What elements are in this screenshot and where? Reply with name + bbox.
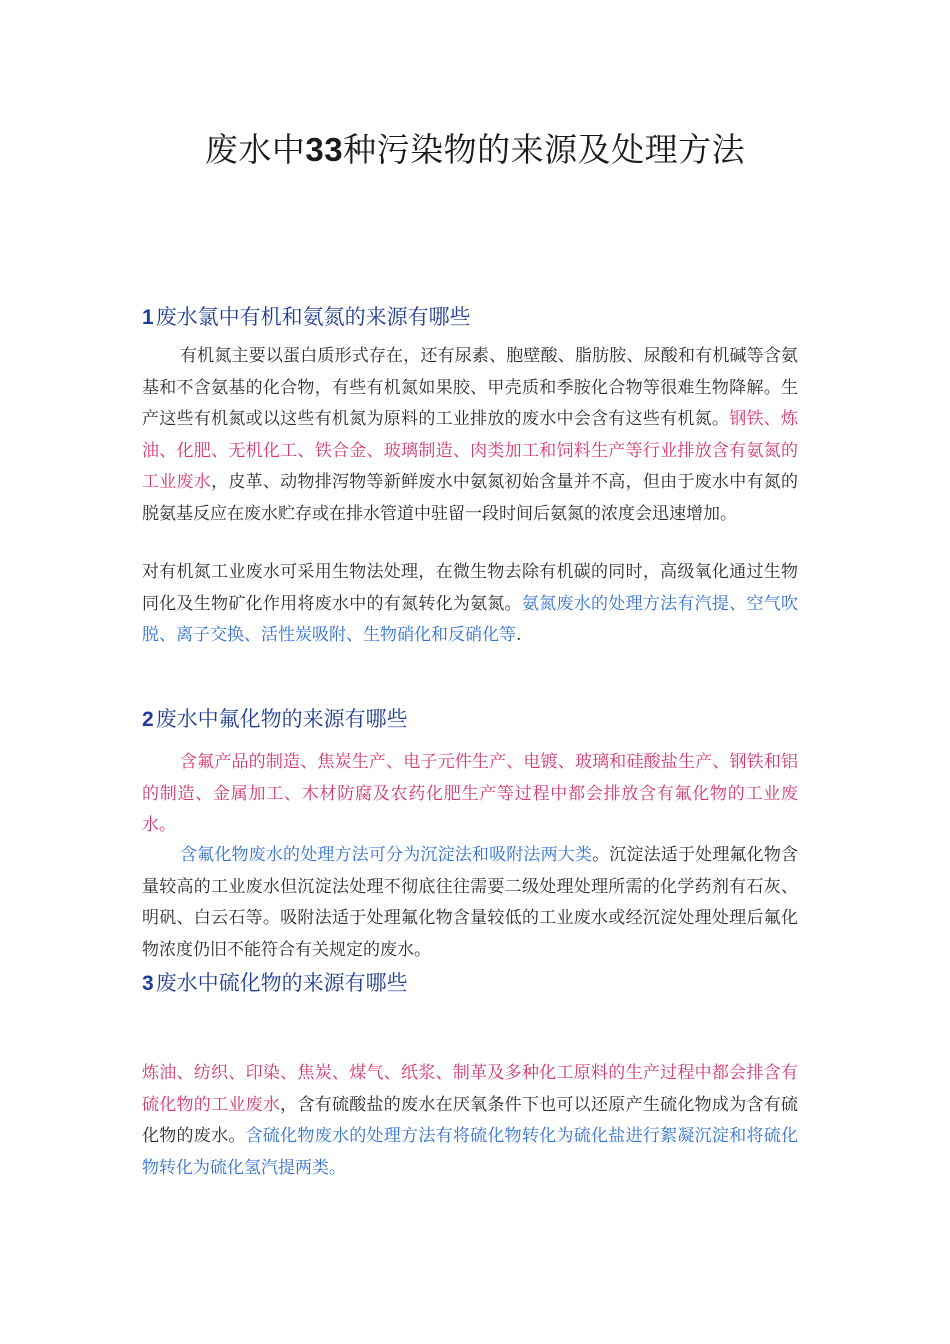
section-1-p1-text-1: 有机氮主要以蛋白质形式存在，还有尿素、胞壁酸、脂肪胺、尿酸和有机碱等含氨基和不含氨基的化合物，有些有机氮如果胶、甲壳质和季胺化合物等很难生物降解。生产这些有机氮或以这些有机氮为原料的工业排放的废水中会含有这些有机氮。 <box>142 346 798 429</box>
section-3-number: 3 <box>142 972 154 995</box>
section-3-p1-highlight-red: 炼油、纺织、印染、焦炭、煤气、纸浆、制革及多种化工原料的生产过程中都会排含有硫化物的工业废水 <box>142 1063 798 1115</box>
title-suffix: 种污染物的来源及处理方法 <box>343 130 746 169</box>
section-1-p1-text-2: ，皮革、动物排泻物等新鲜废水中氨氮初始含量并不高，但由于废水中有氮的脱氨基反应在废水贮存或在排水管道中驻留一段时间后氨氮的浓度会迅速增加。 <box>142 472 799 524</box>
section-2-heading <box>142 704 408 735</box>
section-1-p1-highlight-red: 钢铁、炼油、化肥、无机化工、铁合金、玻璃制造、肉类加工和饲料生产等行业排放含有氨氮的工业废水 <box>142 409 798 492</box>
title-prefix: 废水中 <box>204 130 306 169</box>
section-2-paragraph-2 <box>142 840 798 966</box>
section-3-paragraph-1 <box>142 1058 798 1184</box>
section-3-p1-highlight-blue: 含硫化物废水的处理方法有将硫化物转化为硫化盐进行絮凝沉淀和将硫化物转化为硫化氢汽提两类。 <box>142 1126 799 1178</box>
section-2-number: 2 <box>142 708 154 731</box>
section-3-p1-text: ，含有硫酸盐的废水在厌氧条件下也可以还原产生硫化物成为含有硫化物的废水。 <box>142 1094 799 1146</box>
section-1-p2-highlight-blue: 氨氮废水的处理方法有汽提、空气吹脱、离子交换、活性炭吸附、生物硝化和反硝化等 <box>142 593 799 645</box>
document-title <box>0 128 950 172</box>
title-number: 33 <box>305 131 344 168</box>
section-1-p2-text: 对有机氮工业废水可采用生物法处理，在微生物去除有机碳的同时，高级氧化通过生物同化及生物矿化作用将废水中的有氮转化为氨氮。 <box>142 562 798 614</box>
section-2-p2-highlight-blue: 含氟化物废水的处理方法可分为沉淀法和吸附法两大类 <box>180 845 593 865</box>
section-2-p1-highlight-red: 含氟产品的制造、焦炭生产、电子元件生产、电镀、玻璃和硅酸盐生产、钢铁和铝的制造、金属加工、木材防腐及农药化肥生产等过程中都会排放含有氟化物的工业废水。 <box>142 752 798 835</box>
section-1-paragraph-2 <box>142 557 798 652</box>
section-1-title: 废水氯中有机和氨氮的来源有哪些 <box>155 305 471 329</box>
section-3-title: 废水中硫化物的来源有哪些 <box>155 971 408 995</box>
section-1-heading <box>142 302 471 333</box>
section-1-paragraph-1 <box>142 341 798 530</box>
section-1-number: 1 <box>142 306 154 329</box>
section-1-p2-end: . <box>516 625 522 645</box>
section-2-title: 废水中氟化物的来源有哪些 <box>155 707 408 731</box>
section-2-p2-text: 。沉淀法适于处理氟化物含量较高的工业废水但沉淀法处理不彻底往往需要二级处理处理所需的化学药剂有石灰、明矾、白云石等。吸附法适于处理氟化物含量较低的工业废水或经沉淀处理处理后氟化物浓度仍旧不能符合有关规定的废水。 <box>142 845 799 960</box>
section-3-heading <box>142 968 408 999</box>
section-2-paragraph-1 <box>142 747 798 842</box>
